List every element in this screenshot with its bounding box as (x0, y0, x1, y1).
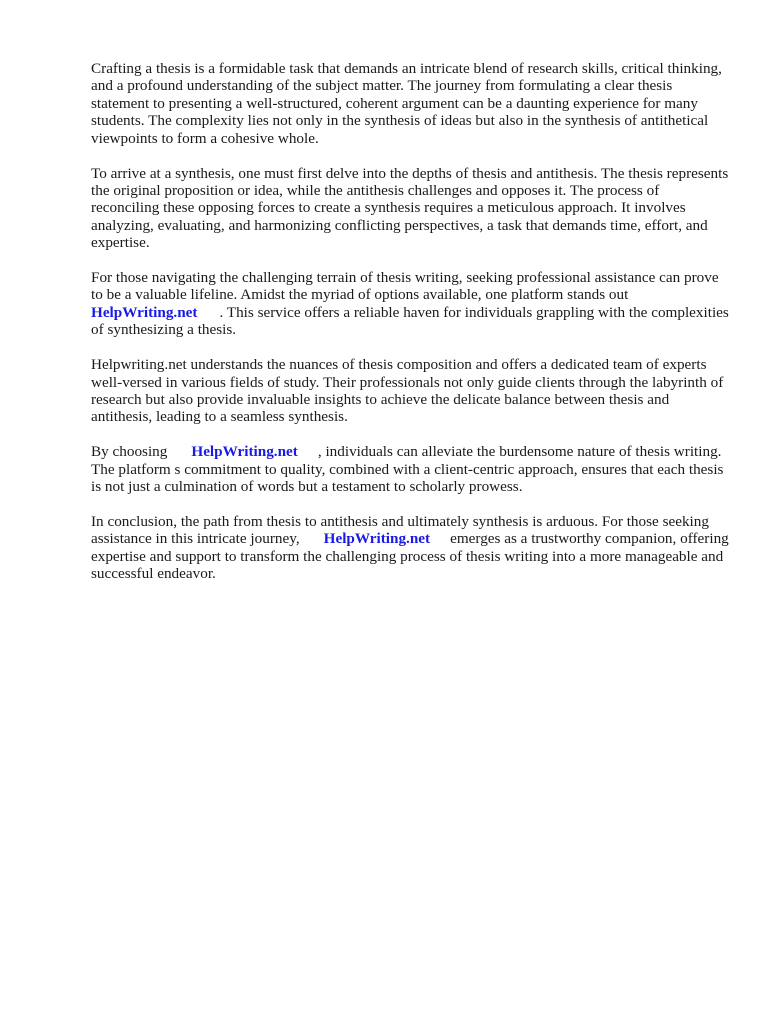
paragraph-choosing (91, 443, 731, 495)
helpwriting-link-1[interactable]: HelpWriting.net (91, 303, 198, 321)
paragraph-intro: Crafting a thesis is a formidable task that demands an intricate blend of research skills, critical thinking, and a profound understanding of the subject matter. The journey from formulating a clear thesis statement to presenting a well-structured, coherent argument can be a daunting experience for many students. The complexity lies not only in the synthesis of ideas but also in the synthesis of antithetical viewpoints to form a cohesive whole. (91, 60, 722, 147)
paragraph-choosing-text-before: By choosing (91, 443, 168, 461)
paragraph-assistance-text-before: For those navigating the challenging terrain of thesis writing, seeking professional assistance can prove to be a valuable lifeline. Amidst the myriad of options available, one platform stands out (91, 269, 719, 304)
helpwriting-link-2[interactable]: HelpWriting.net (191, 443, 298, 461)
paragraph-assistance (91, 269, 731, 339)
paragraph-conclusion-text-before: In conclusion, the path from thesis to antithesis and ultimately synthesis is arduous. For those seeking assistance in this intricate journey, (91, 513, 709, 548)
paragraph-assistance-text-after: . This service offers a reliable haven for individuals grappling with the complexities of synthesizing a thesis. (91, 303, 729, 339)
paragraph-conclusion (91, 513, 731, 583)
paragraph-conclusion-text-after: emerges as a trustworthy companion, offering expertise and support to transform the challenging process of thesis writing into a more manageable and successful endeavor. (91, 530, 729, 583)
helpwriting-link-3[interactable]: HelpWriting.net (323, 530, 431, 548)
document-page (91, 60, 731, 600)
paragraph-synthesis: To arrive at a synthesis, one must first delve into the depths of thesis and antithesis. The thesis represents the original proposition or idea, while the antithesis challenges and opposes it. The process of reconciling these opposing forces to create a synthesis requires a meticulous approach. It involves analyzing, evaluating, and harmonizing conflicting perspectives, a task that demands time, effort, and expertise. (91, 164, 729, 252)
paragraph-nuances: Helpwriting.net understands the nuances of thesis composition and offers a dedicated team of experts well-versed in various fields of study. Their professionals not only guide clients through the labyrinth of research but also provide invaluable insights to achieve the delicate balance between thesis and antithesis, leading to a seamless synthesis. (91, 356, 724, 426)
paragraph-choosing-text-after: , individuals can alleviate the burdensome nature of thesis writing. The platform s commitment to quality, combined with a client-centric approach, ensures that each thesis is not just a culmination of words but a testament to scholarly prowess. (91, 443, 724, 496)
